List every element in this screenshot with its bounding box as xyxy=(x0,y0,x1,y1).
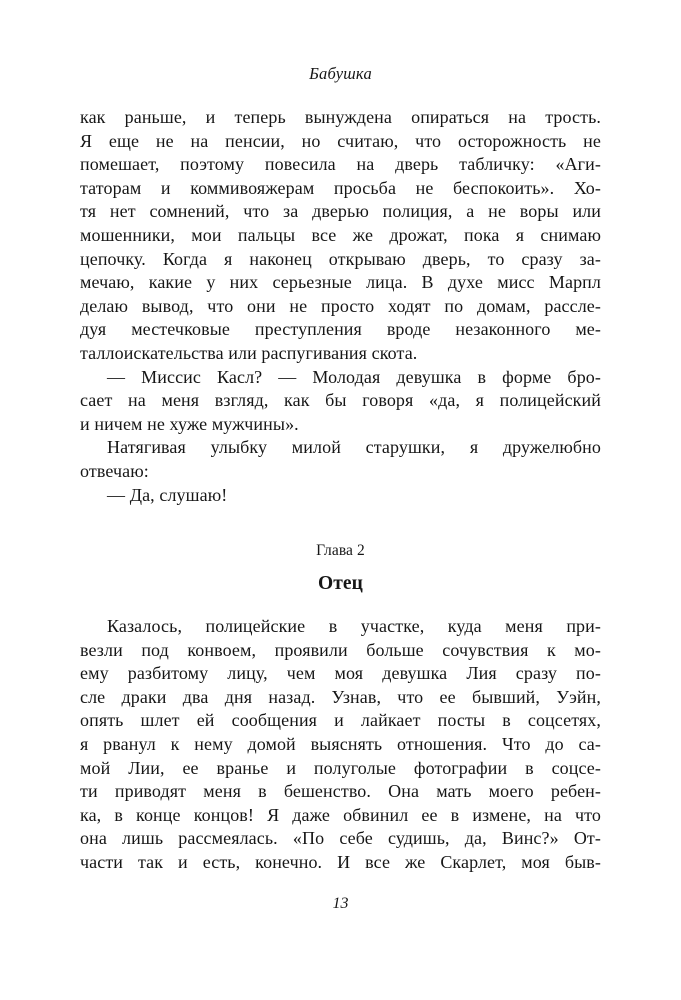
text-line: мечаю, какие у них серьезные лица. В духе мисс Марпл xyxy=(80,272,601,293)
text-line: везли под конвоем, проявили больше сочувствия к мо- xyxy=(80,639,601,660)
text-line: ка, в конце концов! Я даже обвинил ее в измене, на что xyxy=(80,804,601,825)
text-line: таллоискательства или распугивания скота. xyxy=(80,342,418,363)
text-line: делаю вывод, что они не просто ходят по домам, рассле- xyxy=(80,295,601,316)
text-line: мошенники, мои пальцы все же дрожат, пока я снимаю xyxy=(80,224,601,245)
chapter-label: Глава 2 xyxy=(316,542,365,560)
text-line: дуя местечковые преступления вроде незаконного ме- xyxy=(80,319,601,340)
text-line: я рванул к нему домой выяснять отношения. Что до са- xyxy=(80,734,601,755)
text-line: Казалось, полицейские в участке, куда меня при- xyxy=(107,616,601,637)
chapter-heading xyxy=(80,541,601,597)
page-content xyxy=(80,106,601,875)
chapter-title: Отец xyxy=(317,573,364,595)
running-header: Бабушка xyxy=(309,64,372,83)
text-line: Натягивая улыбку милой старушки, я дружелюбно xyxy=(107,437,601,458)
paragraph xyxy=(80,484,601,508)
paragraph xyxy=(80,436,601,483)
text-line: — Миссис Касл? — Молодая девушка в форме бро- xyxy=(107,366,601,387)
text-line: таторам и коммивояжерам просьба не беспокоить». Хо- xyxy=(80,177,601,198)
text-line: мой Лии, ее вранье и полуголые фотографии в соцсе- xyxy=(80,757,601,778)
text-line: ему разбитому лицу, чем моя девушка Лия сразу по- xyxy=(80,663,601,684)
text-line: — Да, слушаю! xyxy=(107,484,228,505)
text-line: и ничем не хуже мужчины». xyxy=(80,413,299,434)
text-line: части так и есть, конечно. И все же Скарлет, моя быв- xyxy=(80,852,601,873)
page-number: 13 xyxy=(332,895,349,912)
text-line: Я еще не на пенсии, но считаю, что осторожность не xyxy=(80,130,601,151)
paragraph xyxy=(80,106,601,366)
text-line: она лишь рассмеялась. «По себе судишь, да, Винс?» От- xyxy=(80,828,601,849)
text-line: отвечаю: xyxy=(80,460,149,481)
text-line: помешает, поэтому повесила на дверь табличку: «Аги- xyxy=(80,154,601,175)
text-line: как раньше, и теперь вынуждена опираться на трость. xyxy=(80,107,601,127)
text-line: ти приводят меня в бешенство. Она мать моего ребен- xyxy=(80,781,601,802)
text-line: опять шлет ей сообщения и лайкает посты в соцсетях, xyxy=(80,710,601,731)
text-line: сает на меня взгляд, как бы говоря «да, я полицейский xyxy=(80,390,601,411)
text-line: цепочку. Когда я наконец открываю дверь, то сразу за- xyxy=(80,248,601,269)
text-line: сле драки два дня назад. Узнав, что ее бывший, Уэйн, xyxy=(80,686,601,707)
paragraph xyxy=(80,366,601,437)
text-line: тя нет сомнений, что за дверью полиция, а не воры или xyxy=(80,201,601,222)
paragraph xyxy=(80,615,601,875)
